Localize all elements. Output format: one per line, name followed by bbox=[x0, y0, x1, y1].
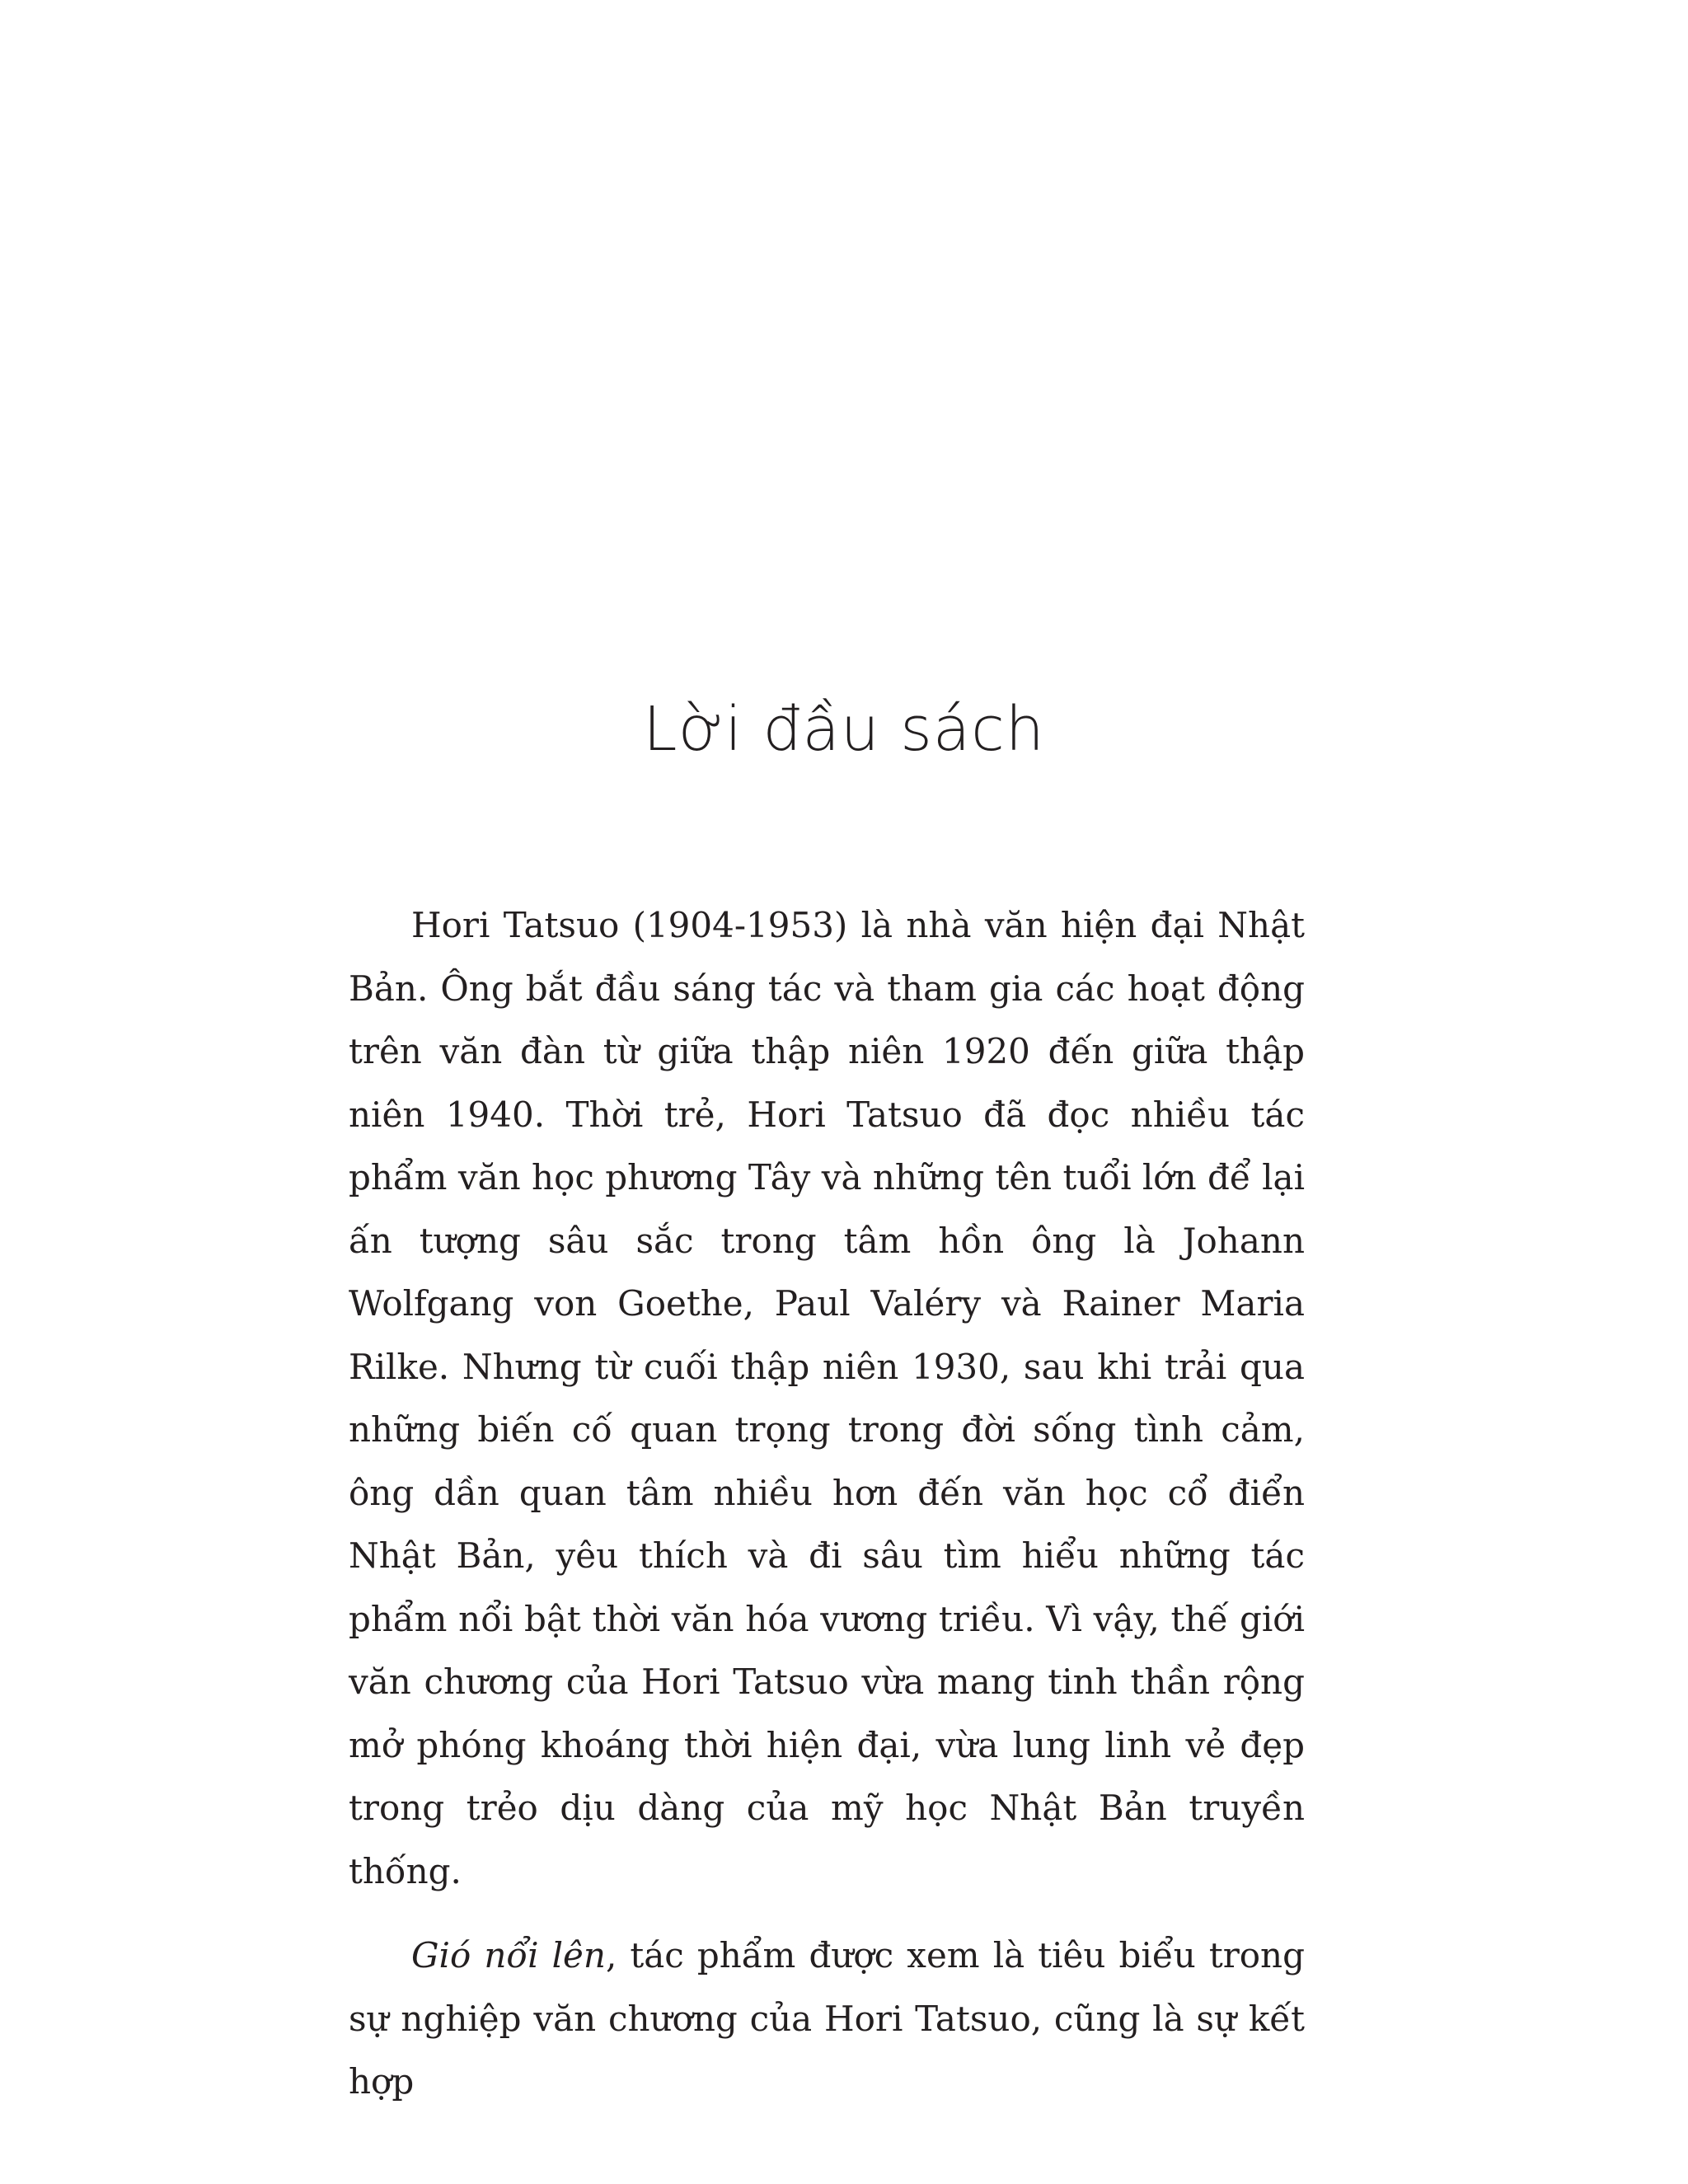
paragraph-2 bbox=[349, 1924, 1305, 2114]
chapter-title: Lời đầu sách bbox=[643, 693, 1045, 765]
book-title-italic: Gió nổi lên bbox=[411, 1935, 606, 1975]
paragraph-2-text: , tác phẩm được xem là tiêu biểu trong sự nghiệp văn chương của Hori Tatsuo, cũng là sự kết hợp bbox=[349, 1935, 1305, 2102]
body-text bbox=[349, 894, 1305, 2114]
paragraph-1: Hori Tatsuo (1904-1953) là nhà văn hiện đại Nhật Bản. Ông bắt đầu sáng tác và tham gia các hoạt động trên văn đàn từ giữa thập niên 1920 đến giữa thập niên 1940. Thời trẻ, Hori Tatsuo đã đọc nhiều tác phẩm văn học phương Tây và những tên tuổi lớn để lại ấn tượng sâu sắc trong tâm hồn ông là Johann Wolfgang von Goethe, Paul Valéry và Rainer Maria Rilke. Nhưng từ cuối thập niên 1930, sau khi trải qua những biến cố quan trọng trong đời sống tình cảm, ông dần quan tâm nhiều hơn đến văn học cổ điển Nhật Bản, yêu thích và đi sâu tìm hiểu những tác phẩm nổi bật thời văn hóa vương triều. Vì vậy, thế giới văn chương của Hori Tatsuo vừa mang tinh thần rộng mở phóng khoáng thời hiện đại, vừa lung linh vẻ đẹp trong trẻo dịu dàng của mỹ học Nhật Bản truyền thống. bbox=[349, 905, 1305, 1891]
